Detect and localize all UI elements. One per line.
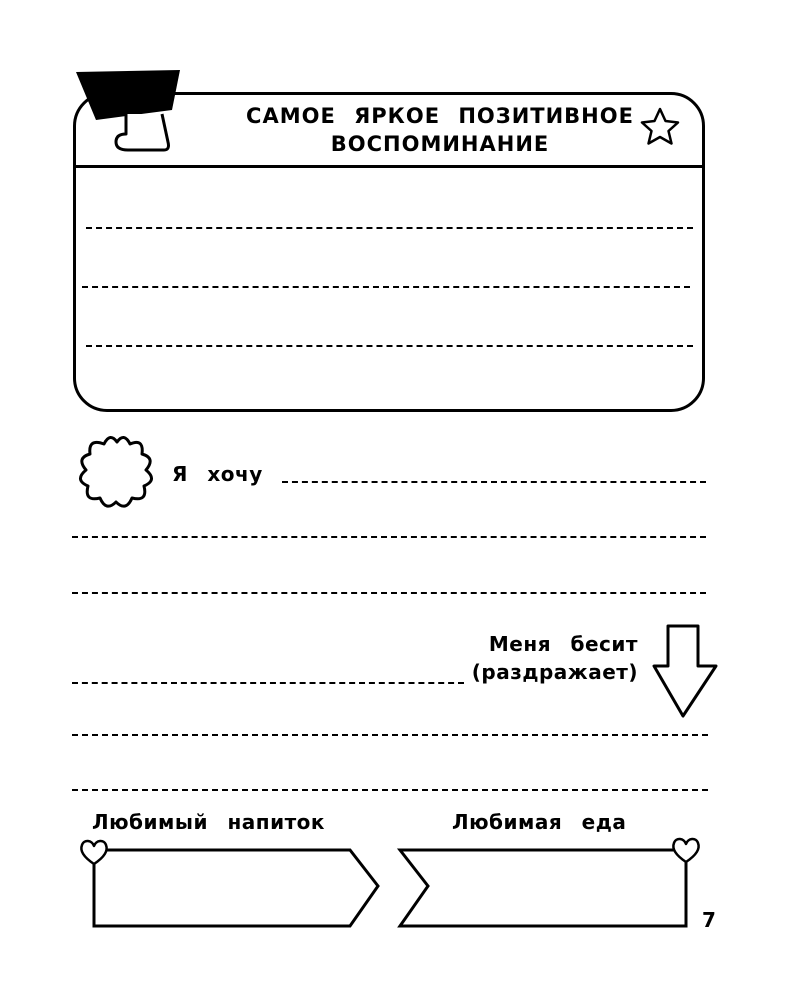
title-line-1: САМОЕ ЯРКОЕ ПОЗИТИВНОЕ xyxy=(246,104,634,128)
heart-icon xyxy=(670,836,704,866)
memory-line-2[interactable] xyxy=(82,286,690,288)
arrow-down-icon xyxy=(652,622,722,722)
annoys-label xyxy=(466,630,638,686)
favorite-food-label: Любимая еда xyxy=(452,810,627,834)
annoys-label-line-2: (раздражает) xyxy=(471,660,638,684)
want-line-2[interactable] xyxy=(72,536,706,538)
memory-line-3[interactable] xyxy=(86,345,693,347)
flower-icon xyxy=(72,432,162,516)
hat-icon xyxy=(72,68,182,158)
favorite-food-box[interactable] xyxy=(398,838,698,928)
card-divider xyxy=(73,165,705,168)
title-line-2: ВОСПОМИНАНИЕ xyxy=(330,132,550,156)
memory-line-1[interactable] xyxy=(86,227,693,229)
memory-card-title xyxy=(230,102,650,158)
page-number: 7 xyxy=(702,908,716,932)
want-label: Я хочу xyxy=(172,462,263,486)
annoys-line-3[interactable] xyxy=(72,789,708,791)
annoys-label-line-1: Меня бесит xyxy=(488,632,638,656)
favorite-drink-label: Любимый напиток xyxy=(92,810,325,834)
star-icon xyxy=(638,106,682,146)
annoys-line-1[interactable] xyxy=(72,682,464,684)
want-line-1[interactable] xyxy=(282,481,706,483)
want-line-3[interactable] xyxy=(72,592,706,594)
heart-icon xyxy=(78,838,112,868)
favorite-drink-box[interactable] xyxy=(80,838,380,928)
annoys-line-2[interactable] xyxy=(72,734,708,736)
